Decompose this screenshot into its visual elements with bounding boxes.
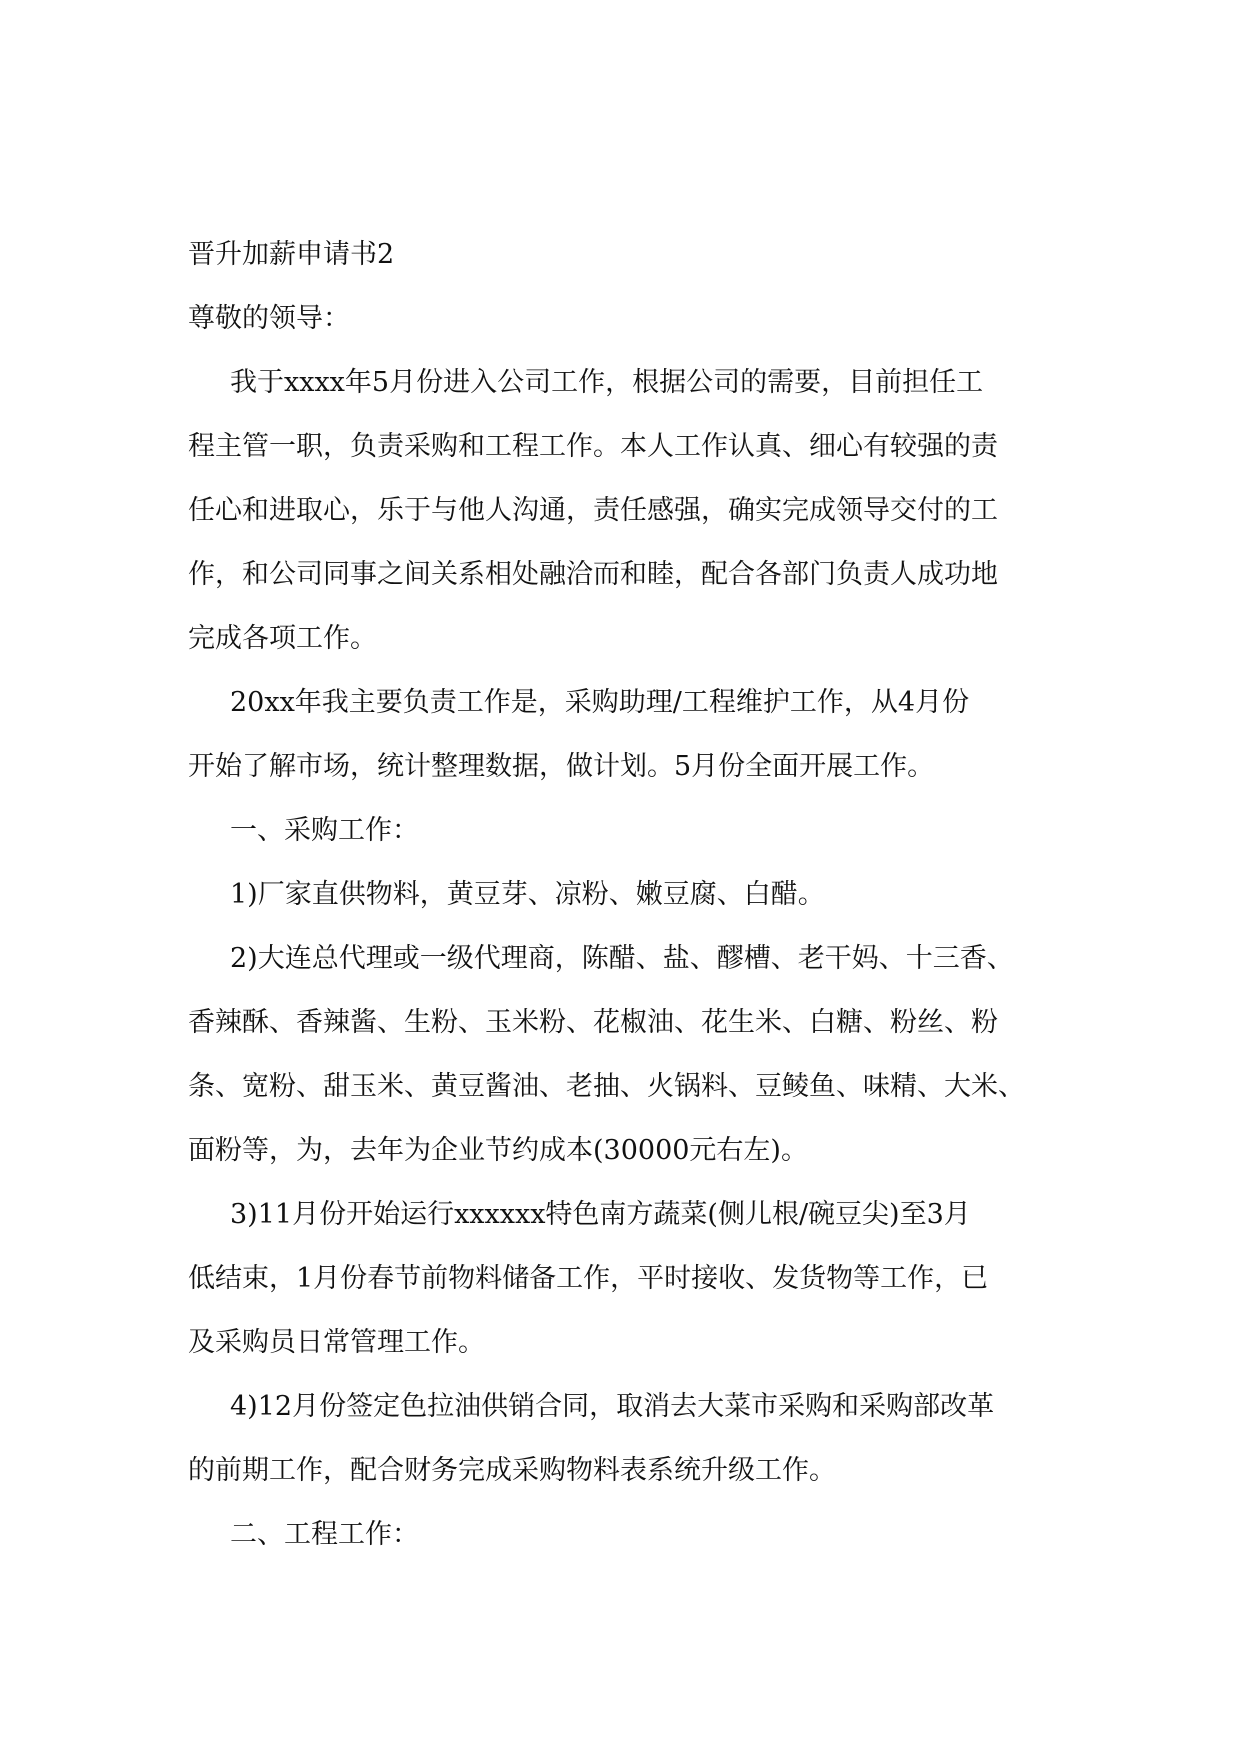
paragraph-line: 的前期工作，配合财务完成采购物料表系统升级工作。 [188,1455,836,1486]
salutation: 尊敬的领导： [188,303,350,334]
paragraph-line: 20xx年我主要负责工作是，采购助理/工程维护工作，从4月份 [230,687,970,718]
paragraph-line: 低结束，1月份春节前物料储备工作，平时接收、发货物等工作，已 [188,1263,989,1294]
paragraph-line: 完成各项工作。 [188,623,377,654]
document-title: 晋升加薪申请书2 [188,239,395,270]
paragraph-line: 香辣酥、香辣酱、生粉、玉米粉、花椒油、花生米、白糖、粉丝、粉 [188,1007,998,1038]
paragraph-line: 条、宽粉、甜玉米、黄豆酱油、老抽、火锅料、豆鲮鱼、味精、大米、 [188,1071,1025,1102]
list-item: 1)厂家直供物料，黄豆芽、凉粉、嫩豆腐、白醋。 [230,879,825,910]
section-heading: 二、工程工作： [230,1519,419,1550]
paragraph-line: 任心和进取心，乐于与他人沟通，责任感强，确实完成领导交付的工 [188,495,998,526]
paragraph-line: 开始了解市场，统计整理数据，做计划。5月份全面开展工作。 [188,751,935,782]
paragraph-line: 及采购员日常管理工作。 [188,1327,485,1358]
list-item: 4)12月份签定色拉油供销合同，取消去大菜市采购和采购部改革 [230,1391,995,1422]
paragraph-line: 我于xxxx年5月份进入公司工作，根据公司的需要，目前担任工 [230,367,984,398]
section-heading: 一、采购工作： [230,815,419,846]
list-item: 2)大连总代理或一级代理商，陈醋、盐、醪槽、老干妈、十三香、 [230,943,1014,974]
document-body [188,223,1068,1567]
paragraph-line: 面粉等，为，去年为企业节约成本(30000元右左)。 [188,1135,808,1166]
list-item: 3)11月份开始运行xxxxxx特色南方蔬菜(侧儿根/碗豆尖)至3月 [230,1199,971,1230]
paragraph-line: 作，和公司同事之间关系相处融洽而和睦，配合各部门负责人成功地 [188,559,998,590]
paragraph-line: 程主管一职，负责采购和工程工作。本人工作认真、细心有较强的责 [188,431,998,462]
